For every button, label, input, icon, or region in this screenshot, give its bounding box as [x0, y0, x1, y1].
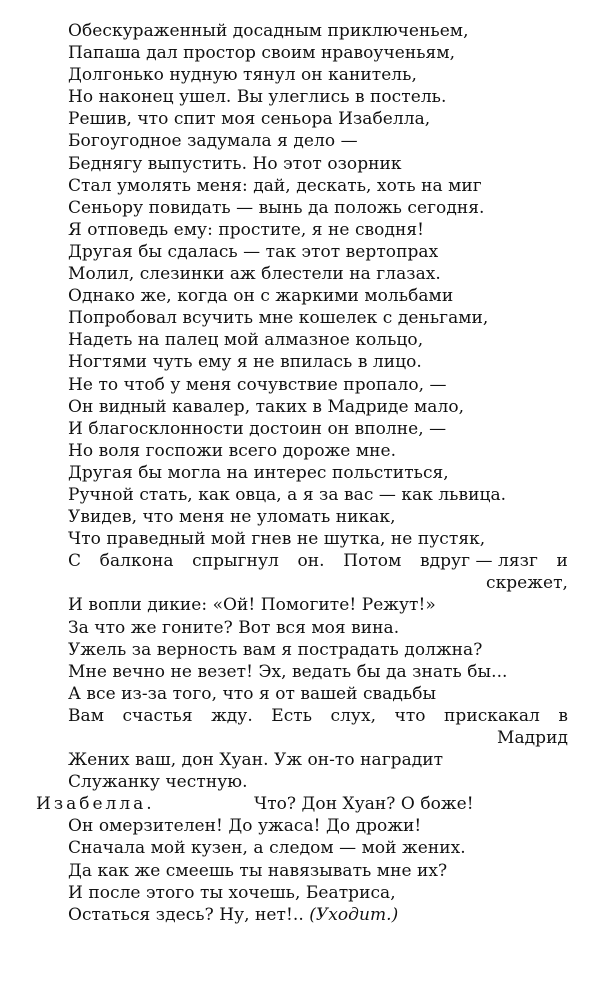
- final-line-text: Остаться здесь? Ну, нет!..: [68, 904, 310, 925]
- speaker-name: Изабелла.: [36, 794, 155, 815]
- word: Есть: [271, 705, 313, 726]
- word: что: [394, 705, 426, 726]
- word: слух,: [330, 705, 377, 726]
- verse-line: Но наконец ушел. Вы улеглись в постель.: [68, 87, 447, 108]
- verse-line: И благосклонности достоин он вполне, —: [68, 418, 447, 439]
- verse-line: Не то чтоб у меня сочувствие пропало, —: [68, 374, 447, 395]
- word: прискакал: [444, 705, 540, 726]
- word: в: [558, 705, 568, 726]
- word: и: [556, 551, 568, 572]
- word: спрыгнул: [192, 551, 279, 572]
- verse-line: Папаша дал простор своим нравоученьям,: [68, 43, 456, 64]
- verse-line: Жених ваш, дон Хуан. Уж он-то наградит: [68, 750, 444, 771]
- verse-line: Стал умолять меня: дай, дескать, хоть на миг: [68, 175, 482, 196]
- word: счастья: [122, 705, 193, 726]
- verse-line-carryover: Мадрид: [497, 728, 568, 748]
- verse-block: [36, 20, 568, 926]
- verse-line: И после этого ты хочешь, Беатриса,: [68, 882, 396, 903]
- word: он.: [297, 551, 325, 572]
- verse-line: Он омерзителен! До ужаса! До дрожи!: [68, 816, 422, 837]
- verse-line: Он видный кавалер, таких в Мадриде мало,: [68, 396, 465, 417]
- speaker-line: [36, 793, 568, 815]
- verse-line-justified: [36, 550, 568, 572]
- verse-line: Да как же смеешь ты навязывать мне их?: [68, 860, 448, 881]
- verse-line: И вопли дикие: «Ой! Помогите! Режут!»: [68, 595, 436, 616]
- verse-line: За что же гоните? Вот вся моя вина.: [68, 617, 400, 638]
- verse-line: Надеть на палец мой алмазное кольцо,: [68, 330, 424, 351]
- stage-direction: (Уходит.): [309, 904, 399, 925]
- verse-line: Попробовал всучить мне кошелек с деньгами,: [68, 308, 489, 329]
- verse-line: Однако же, когда он с жаркими мольбами: [68, 286, 454, 307]
- verse-line: Ручной стать, как овца, а я за вас — как львица.: [68, 484, 507, 505]
- word: Потом: [343, 551, 402, 572]
- verse-line: Сначала мой кузен, а следом — мой жених.: [68, 838, 466, 859]
- verse-line: Другая бы могла на интерес польститься,: [68, 462, 449, 483]
- verse-line: Но воля госпожи всего дороже мне.: [68, 440, 397, 461]
- verse-line: Сеньору повидать — вынь да положь сегодня.: [68, 197, 485, 218]
- verse-line-justified: [36, 705, 568, 727]
- word: вдруг — лязг: [419, 551, 538, 572]
- verse-line-final: [36, 904, 568, 926]
- word: Вам: [68, 705, 105, 726]
- word: С: [68, 551, 82, 572]
- verse-line-carryover: скрежет,: [486, 573, 568, 594]
- verse-line: Молил, слезинки аж блестели на глазах.: [68, 264, 441, 285]
- verse-line: А все из-за того, что я от вашей свадьбы: [68, 683, 437, 704]
- verse-line: Другая бы сдалась — так этот вертопрах: [68, 241, 439, 262]
- verse-line: Долгонько нудную тянул он канитель,: [68, 65, 417, 86]
- verse-line: Богоугодное задумала я дело —: [68, 131, 358, 152]
- word: жду.: [211, 705, 253, 726]
- verse-line: Беднягу выпустить. Но этот озорник: [68, 153, 402, 174]
- speaker-speech: Что? Дон Хуан? О боже!: [254, 794, 474, 815]
- verse-line: Решив, что спит моя сеньора Изабелла,: [68, 109, 431, 130]
- verse-line: Ужель за верность вам я пострадать должна?: [68, 639, 483, 660]
- verse-line: Я отповедь ему: простите, я не сводня!: [68, 219, 424, 240]
- verse-line: Увидев, что меня не уломать никак,: [68, 507, 396, 528]
- verse-line: Ногтями чуть ему я не впилась в лицо.: [68, 352, 422, 373]
- verse-line: Мне вечно не везет! Эх, ведать бы да знать бы...: [68, 661, 508, 682]
- verse-line: Обескураженный досадным приключеньем,: [68, 21, 469, 41]
- verse-line: Что праведный мой гнев не шутка, не пустяк,: [68, 529, 486, 550]
- word: балкона: [99, 551, 174, 572]
- verse-line: Служанку честную.: [68, 772, 248, 793]
